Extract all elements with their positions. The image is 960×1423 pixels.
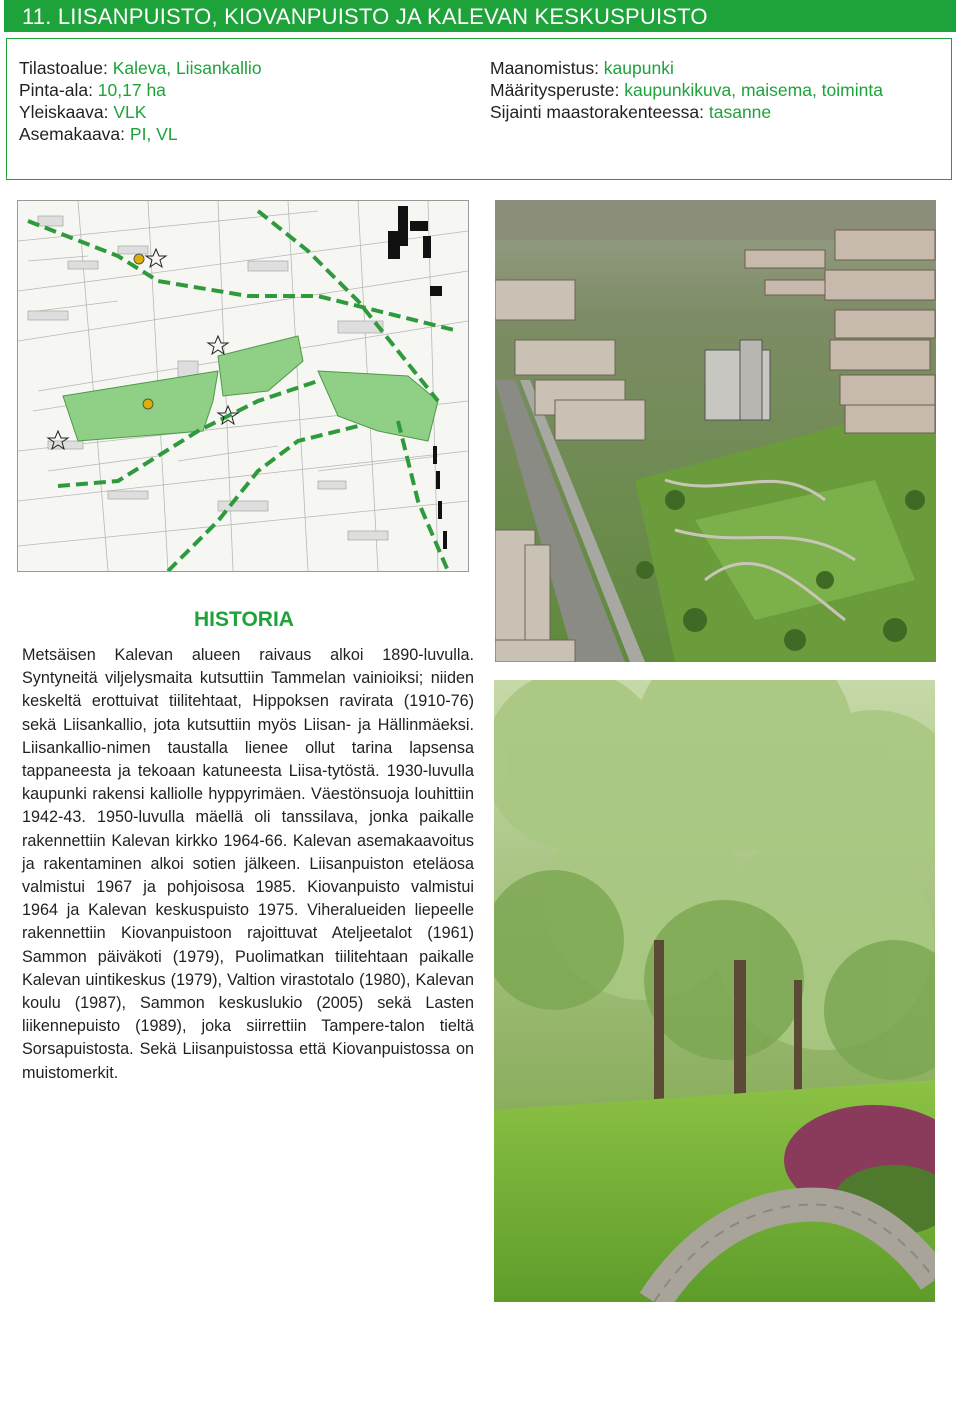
info-column-right: [490, 57, 883, 123]
park-photo: [494, 680, 935, 1302]
marker-dot-icon: [143, 399, 153, 409]
church-icon: [705, 340, 770, 420]
area-map: [17, 200, 469, 572]
info-detailed-plan: Asemakaava: PI, VL: [19, 124, 178, 144]
map-drawing: [18, 201, 468, 571]
marker-dot-icon: [134, 254, 144, 264]
title-bar: [4, 0, 956, 32]
info-master-plan: Yleiskaava: VLK: [19, 102, 147, 122]
info-ownership: Maanomistus: kaupunki: [490, 58, 674, 78]
info-box: [6, 38, 952, 180]
page-title: 11. LIISANPUISTO, KIOVANPUISTO JA KALEVAN KESKUSPUISTO: [22, 4, 708, 29]
info-terrain-location: Sijainti maastorakenteessa: tasanne: [490, 102, 772, 122]
info-statistical-area: Tilastoalue: Kaleva, Liisankallio: [19, 58, 262, 78]
info-area: Pinta-ala: 10,17 ha: [19, 80, 166, 100]
history-heading: HISTORIA: [194, 608, 294, 631]
aerial-photo-drawing: [495, 200, 936, 662]
info-column-left: [19, 57, 262, 145]
aerial-photo: [495, 200, 936, 662]
info-criteria: Määritysperuste: kaupunkikuva, maisema, toiminta: [490, 80, 883, 100]
park-photo-drawing: [494, 680, 935, 1302]
history-text: Metsäisen Kalevan alueen raivaus alkoi 1890-luvulla. Syntyneitä viljelysmaita kutsuttiin Tammelan vainioiksi; niiden keskeltä erottuivat tiilitehtaat, Hippoksen ravirata (1910-76) sekä Liisankallio, jota kutsuttiin myös Liisan- ja Hällinmäeksi. Liisankallio-nimen taustalla lienee ollut tarina lapsensa tappaneesta ja tekoaan katuneesta Liisa-tytöstä. 1930-luvulla kaupunki rakensi kalliolle hyppyrimäen. Väestönsuoja louhittiin 1942-43. 1950-luvulla mäellä oli tanssilava, jonka paikalle rakennettiin Kalevan kirkko 1964-66. Kalevan asemakaavoitus ja rakentaminen alkoi sotien jälkeen. Liisanpuiston eteläosa valmistui 1967 ja pohjoisosa 1985. Kiovanpuisto valmistui 1964 ja Kalevan keskuspuisto 1975. Viheralueiden liepeelle rakennettiin Kiovanpuistoon rajoittuvat Ateljeetalot (1961) Sammon päiväkoti (1979), Puolimatkan tiilitehtaan paikalle Kalevan uintikeskus (1979), Valtion virastotalo (1980), Kalevan koulu (1987), Sammon keskuslukio (2005) sekä Lasten liikennepuisto (1989), joka siirrettiin Tampere-talon tieltä Sorsapuistosta. Sekä Liisanpuistossa että Kiovanpuistossa on muistomerkit.: [22, 646, 474, 1082]
